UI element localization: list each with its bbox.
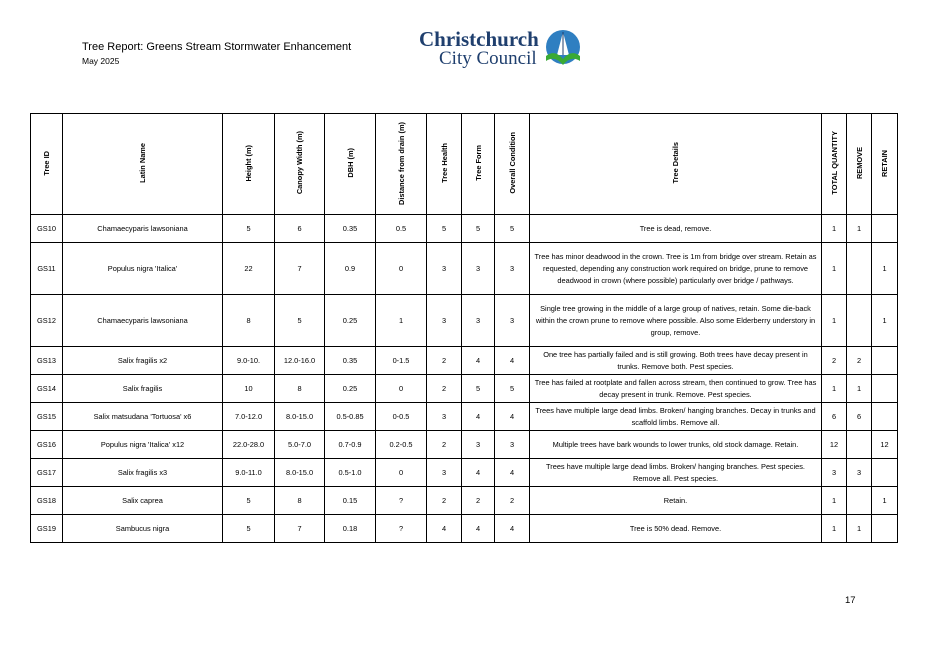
cell-condition: 5: [495, 215, 530, 243]
cell-form: 5: [462, 375, 495, 403]
page-number: 17: [845, 595, 856, 606]
cell-distance: 0: [376, 375, 427, 403]
col-retain: RETAIN: [872, 114, 898, 215]
cell-height: 9.0-10.: [223, 347, 275, 375]
cell-retain: 1: [872, 243, 898, 295]
cell-retain: 1: [872, 295, 898, 347]
cell-remove: 1: [847, 515, 872, 543]
cell-distance: ?: [376, 515, 427, 543]
cell-retain: [872, 215, 898, 243]
cell-dbh: 0.7-0.9: [325, 431, 376, 459]
cell-remove: 1: [847, 375, 872, 403]
cell-id: GS18: [31, 487, 63, 515]
cell-form: 2: [462, 487, 495, 515]
cell-distance: 0.2-0.5: [376, 431, 427, 459]
cell-form: 3: [462, 431, 495, 459]
table-row: [31, 487, 898, 515]
cell-id: GS15: [31, 403, 63, 431]
cell-form: 3: [462, 295, 495, 347]
table-row: [31, 515, 898, 543]
cell-details: Tree has failed at rootplate and fallen across stream, then continued to grow. Tree has decay present in trunk. Remove. Pest species.: [530, 375, 822, 403]
cell-distance: 0.5: [376, 215, 427, 243]
cell-dbh: 0.18: [325, 515, 376, 543]
cell-total: 1: [822, 515, 847, 543]
cell-health: 2: [427, 375, 462, 403]
cell-dbh: 0.5-1.0: [325, 459, 376, 487]
cell-remove: [847, 431, 872, 459]
cell-canopy: 5: [275, 295, 325, 347]
cell-condition: 4: [495, 515, 530, 543]
cell-condition: 5: [495, 375, 530, 403]
col-tree-form: Tree Form: [462, 114, 495, 215]
col-tree-id: Tree ID: [31, 114, 63, 215]
cell-canopy: 8: [275, 375, 325, 403]
cell-distance: 0: [376, 459, 427, 487]
cell-condition: 4: [495, 459, 530, 487]
cell-total: 1: [822, 375, 847, 403]
cell-id: GS10: [31, 215, 63, 243]
col-remove: REMOVE: [847, 114, 872, 215]
cell-height: 9.0-11.0: [223, 459, 275, 487]
cell-dbh: 0.35: [325, 347, 376, 375]
table-row: [31, 375, 898, 403]
cell-name: Populus nigra 'Italica' x12: [63, 431, 223, 459]
cell-health: 3: [427, 403, 462, 431]
cell-details: One tree has partially failed and is still growing. Both trees have decay present in trunks. Remove both. Pest species.: [530, 347, 822, 375]
cell-details: Single tree growing in the middle of a large group of natives, retain. Some die-back within the crown prune to remove where possible. Also some Elderberry understory in group, remove.: [530, 295, 822, 347]
col-height: Height (m): [223, 114, 275, 215]
cell-id: GS14: [31, 375, 63, 403]
cell-id: GS12: [31, 295, 63, 347]
table-row: [31, 243, 898, 295]
cell-retain: 1: [872, 487, 898, 515]
cell-condition: 4: [495, 403, 530, 431]
cell-remove: [847, 295, 872, 347]
council-logo: [419, 29, 589, 71]
cell-health: 3: [427, 295, 462, 347]
cell-name: Salix fragilis x2: [63, 347, 223, 375]
col-tree-health: Tree Health: [427, 114, 462, 215]
cell-condition: 4: [495, 347, 530, 375]
cell-remove: 2: [847, 347, 872, 375]
cell-canopy: 8.0-15.0: [275, 403, 325, 431]
cell-remove: 1: [847, 215, 872, 243]
cell-canopy: 12.0-16.0: [275, 347, 325, 375]
cell-dbh: 0.15: [325, 487, 376, 515]
cell-total: 1: [822, 215, 847, 243]
cell-total: 1: [822, 243, 847, 295]
report-date: May 2025: [82, 56, 120, 66]
cell-dbh: 0.9: [325, 243, 376, 295]
cell-canopy: 5.0-7.0: [275, 431, 325, 459]
tree-table: [30, 113, 898, 543]
cell-id: GS19: [31, 515, 63, 543]
cell-retain: [872, 375, 898, 403]
cell-dbh: 0.25: [325, 295, 376, 347]
cell-health: 3: [427, 459, 462, 487]
table-row: [31, 459, 898, 487]
cell-details: Trees have multiple large dead limbs. Broken/ hanging branches. Pest species. Remove all. Pest species.: [530, 459, 822, 487]
cell-remove: 3: [847, 459, 872, 487]
cell-remove: [847, 243, 872, 295]
cell-canopy: 6: [275, 215, 325, 243]
cell-total: 2: [822, 347, 847, 375]
table-row: [31, 347, 898, 375]
cell-condition: 2: [495, 487, 530, 515]
cell-total: 12: [822, 431, 847, 459]
cell-dbh: 0.5-0.85: [325, 403, 376, 431]
cell-height: 5: [223, 487, 275, 515]
cell-distance: 0-1.5: [376, 347, 427, 375]
cell-distance: 0-0.5: [376, 403, 427, 431]
cell-form: 4: [462, 515, 495, 543]
cell-health: 2: [427, 487, 462, 515]
cell-name: Salix caprea: [63, 487, 223, 515]
cell-details: Multiple trees have bark wounds to lower trunks, old stock damage. Retain.: [530, 431, 822, 459]
col-total-quantity: TOTAL QUANTITY: [822, 114, 847, 215]
cell-total: 1: [822, 487, 847, 515]
cell-remove: 6: [847, 403, 872, 431]
cell-name: Populus nigra 'Italica': [63, 243, 223, 295]
cell-canopy: 8: [275, 487, 325, 515]
cell-dbh: 0.35: [325, 215, 376, 243]
cell-health: 4: [427, 515, 462, 543]
cell-total: 6: [822, 403, 847, 431]
logo-line-2: City Council: [439, 48, 537, 69]
cell-canopy: 7: [275, 515, 325, 543]
cell-total: 1: [822, 295, 847, 347]
table-row: [31, 403, 898, 431]
cell-retain: 12: [872, 431, 898, 459]
col-distance: Distance from drain (m): [376, 114, 427, 215]
col-dbh: DBH (m): [325, 114, 376, 215]
cell-condition: 3: [495, 431, 530, 459]
cell-id: GS13: [31, 347, 63, 375]
cell-retain: [872, 515, 898, 543]
cell-total: 3: [822, 459, 847, 487]
cell-health: 5: [427, 215, 462, 243]
cell-details: Tree has minor deadwood in the crown. Tree is 1m from bridge over stream. Retain as requested, depending any construction work required on bridge, prune to remove deadwood in crown (where possible) particularly over bridge / pathways.: [530, 243, 822, 295]
cell-retain: [872, 459, 898, 487]
cell-form: 4: [462, 347, 495, 375]
cell-form: 5: [462, 215, 495, 243]
col-canopy-width: Canopy Width (m): [275, 114, 325, 215]
table-header-row: [31, 114, 898, 215]
table-row: [31, 431, 898, 459]
cell-name: Chamaecyparis lawsoniana: [63, 215, 223, 243]
cell-form: 4: [462, 403, 495, 431]
cell-health: 2: [427, 347, 462, 375]
col-tree-details: Tree Details: [530, 114, 822, 215]
col-overall-condition: Overall Condition: [495, 114, 530, 215]
cell-name: Chamaecyparis lawsoniana: [63, 295, 223, 347]
cell-dbh: 0.25: [325, 375, 376, 403]
cell-condition: 3: [495, 295, 530, 347]
cell-canopy: 8.0-15.0: [275, 459, 325, 487]
cell-distance: 0: [376, 243, 427, 295]
cell-id: GS11: [31, 243, 63, 295]
logo-line-1: Christchurch: [419, 27, 539, 51]
cell-health: 2: [427, 431, 462, 459]
cell-details: Tree is dead, remove.: [530, 215, 822, 243]
cell-height: 22: [223, 243, 275, 295]
cell-details: Trees have multiple large dead limbs. Broken/ hanging branches. Decay in trunks and scaffold limbs. Remove all.: [530, 403, 822, 431]
cell-retain: [872, 403, 898, 431]
col-latin-name: Latin Name: [63, 114, 223, 215]
cell-height: 7.0-12.0: [223, 403, 275, 431]
cell-distance: 1: [376, 295, 427, 347]
cell-details: Retain.: [530, 487, 822, 515]
cell-height: 22.0-28.0: [223, 431, 275, 459]
cell-remove: [847, 487, 872, 515]
cell-id: GS16: [31, 431, 63, 459]
cell-height: 10: [223, 375, 275, 403]
cell-height: 8: [223, 295, 275, 347]
table-row: [31, 295, 898, 347]
cell-retain: [872, 347, 898, 375]
cell-name: Salix fragilis x3: [63, 459, 223, 487]
cell-health: 3: [427, 243, 462, 295]
cell-height: 5: [223, 515, 275, 543]
cell-height: 5: [223, 215, 275, 243]
cell-form: 4: [462, 459, 495, 487]
cell-id: GS17: [31, 459, 63, 487]
cathedral-spire-icon: [543, 29, 583, 69]
table-row: [31, 215, 898, 243]
cell-distance: ?: [376, 487, 427, 515]
cell-details: Tree is 50% dead. Remove.: [530, 515, 822, 543]
cell-canopy: 7: [275, 243, 325, 295]
report-title: Tree Report: Greens Stream Stormwater Enhancement: [82, 41, 352, 53]
cell-name: Salix matsudana 'Tortuosa' x6: [63, 403, 223, 431]
cell-name: Sambucus nigra: [63, 515, 223, 543]
cell-condition: 3: [495, 243, 530, 295]
cell-name: Salix fragilis: [63, 375, 223, 403]
cell-form: 3: [462, 243, 495, 295]
